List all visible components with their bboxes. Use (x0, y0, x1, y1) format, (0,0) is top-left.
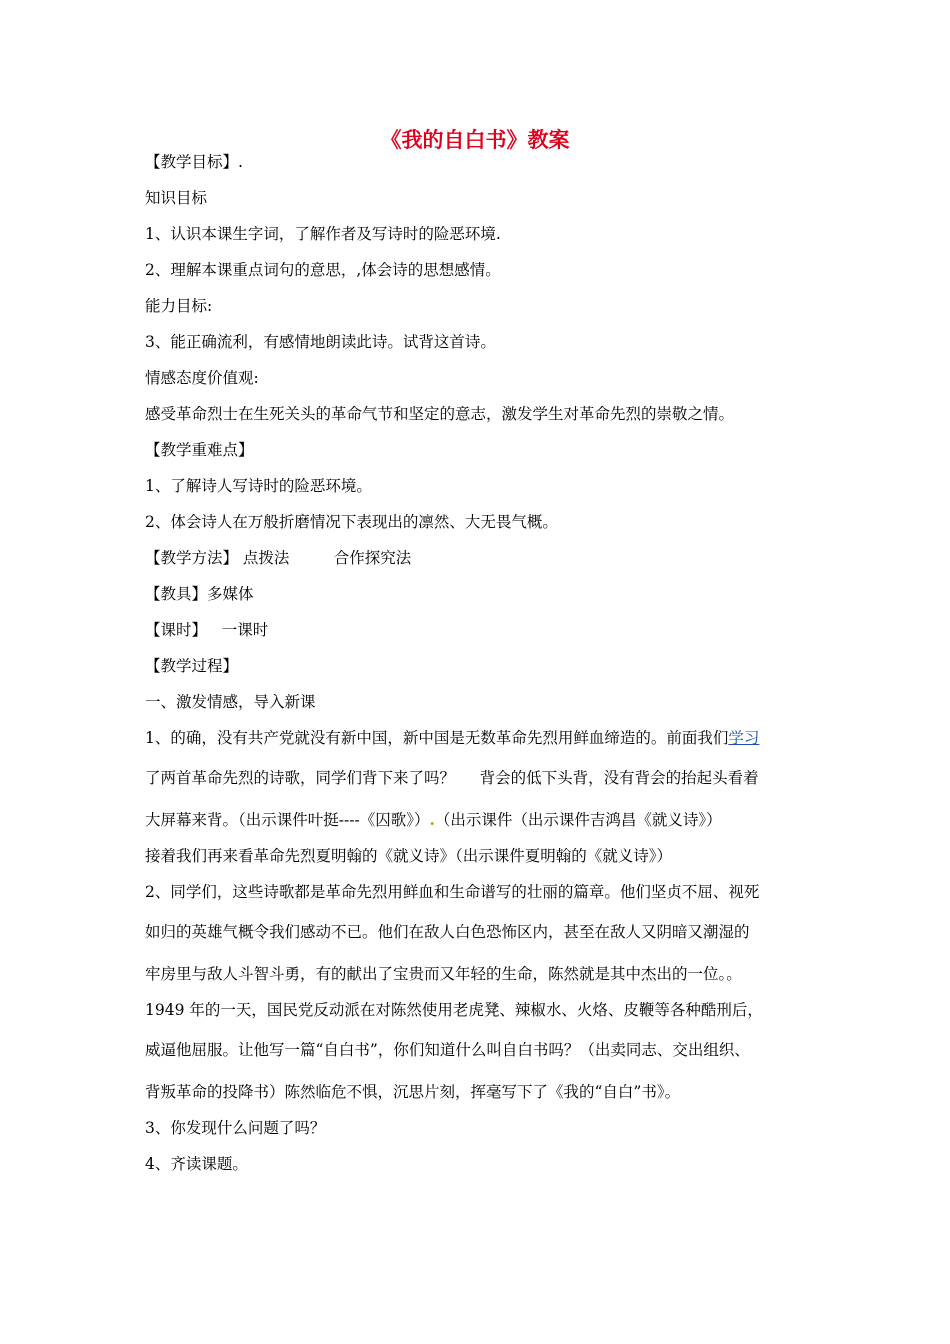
goal-item-3: 3、能正确流利，有感情地朗读此诗。试背这首诗。 (145, 333, 496, 351)
para2-line3: 牢房里与敌人斗智斗勇，有的献出了宝贵而又年轻的生命，陈然就是其中杰出的一位。。 (145, 965, 742, 983)
para1-line3 (145, 810, 722, 830)
para2-line2: 如归的英雄气概令我们感动不已。他们在敌人白色恐怖区内，甚至在敌人又阴暗又潮湿的 (145, 923, 750, 941)
section-one-heading: 一、激发情感，导入新课 (145, 693, 316, 711)
difficulty-item-2: 2、体会诗人在万般折磨情况下表现出的凛然、大无畏气概。 (145, 513, 558, 531)
para1-line3-part-a: 大屏幕来背。（出示课件叶挺----《囚歌》） (145, 811, 430, 829)
para2-line5: 威逼他屈服。让他写一篇“自白书”，你们知道什么叫自白书吗？（出卖同志、交出组织、 (145, 1041, 750, 1059)
question-item-4: 4、齐读课题。 (145, 1155, 248, 1173)
para2-line6: 背叛革命的投降书）陈然临危不惧，沉思片刻，挥毫写下了《我的“自白”书》。 (145, 1083, 681, 1101)
heading-teaching-goals: 【教学目标】. (145, 153, 243, 171)
para1-line1-text: 1、的确，没有共产党就没有新中国，新中国是无数革命先烈用鲜血缔造的。前面我们 (145, 729, 729, 747)
subheading-knowledge-goals: 知识目标 (145, 189, 208, 207)
document-title: 《我的自白书》教案 (380, 128, 570, 152)
goal-item-1: 1、认识本课生字词，了解作者及写诗时的险恶环境. (145, 225, 501, 243)
question-item-3: 3、你发现什么问题了吗？ (145, 1119, 326, 1137)
green-dot-mark: . (429, 810, 435, 829)
heading-teaching-aids: 【教具】多媒体 (145, 585, 254, 603)
attitude-goal-text: 感受革命烈士在生死关头的革命气节和坚定的意志，激发学生对革命先烈的崇敬之情。 (145, 405, 735, 423)
para2-line1: 2、同学们，这些诗歌都是革命先烈用鲜血和生命谱写的壮丽的篇章。他们坚贞不屈、视死 (145, 883, 760, 901)
heading-class-hours: 【课时】 一课时 (145, 621, 269, 639)
heading-teaching-methods: 【教学方法】 点拨法 合作探究法 (145, 549, 412, 567)
para1-line2: 了两首革命先烈的诗歌，同学们背下来了吗？ 背会的低下头背，没有背会的抬起头看着 (145, 769, 759, 787)
goal-item-2: 2、理解本课重点词句的意思，,体会诗的思想感情。 (145, 261, 501, 279)
difficulty-item-1: 1、了解诗人写诗时的险恶环境。 (145, 477, 372, 495)
subheading-attitude-values: 情感态度价值观: (145, 369, 259, 387)
study-link[interactable]: 学习 (728, 729, 760, 747)
para2-line4: 1949 年的一天，国民党反动派在对陈然使用老虎凳、辣椒水、火烙、皮鞭等各种酷刑后， (145, 1001, 763, 1019)
heading-key-difficulties: 【教学重难点】 (145, 441, 254, 459)
subheading-ability-goals: 能力目标: (145, 297, 213, 315)
para1-line1 (145, 728, 759, 748)
heading-teaching-process: 【教学过程】 (145, 657, 239, 675)
para1-line3-part-b: （出示课件（出示课件吉鸿昌《就义诗》） (434, 811, 722, 829)
para1-line4: 接着我们再来看革命先烈夏明翰的《就义诗》（出示课件夏明翰的《就义诗》） (145, 847, 673, 865)
